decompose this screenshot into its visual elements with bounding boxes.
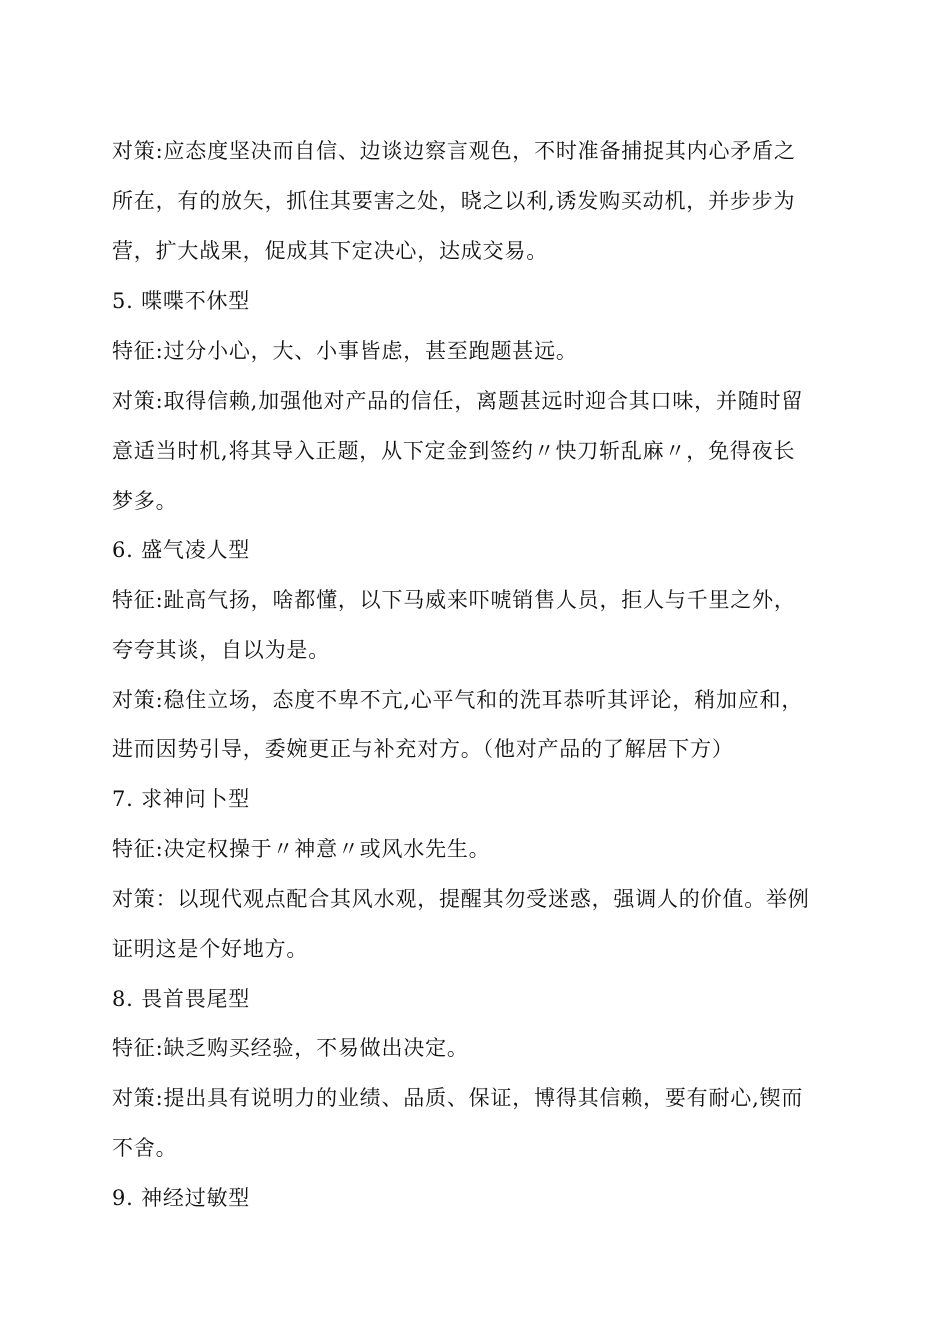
text-line: 进而因势引导，委婉更正与补充对方。（他对产品的了解居下方） [112,737,734,761]
text-line: 对策:提出具有说明力的业绩、品质、保证，博得其信赖，要有耐心,锲而 [112,1086,804,1110]
text-line: 所在，有的放矢，抓住其要害之处，晓之以利,诱发购买动机，并步步为 [112,189,796,213]
text-line: 对策:取得信赖,加强他对产品的信任，离题甚远时迎合其口味，并随时留 [112,389,804,413]
section-heading: 6. 盛气凌人型 [112,538,251,562]
text-line: 夸夸其谈，自以为是。 [112,638,330,662]
text-line: 对策：以现代观点配合其风水观，提醒其勿受迷惑，强调人的价值。举例 [112,887,810,911]
text-line: 营，扩大战果，促成其下定决心，达成交易。 [112,239,548,263]
text-line: 特征:过分小心，大、小事皆虑，甚至跑题甚远。 [112,339,578,363]
text-line: 对策:应态度坚决而自信、边谈边察言观色，不时准备捕捉其内心矛盾之 [112,139,796,163]
text-line: 证明这是个好地方。 [112,937,309,961]
text-line: 不舍。 [112,1136,178,1160]
section-heading: 8. 畏首畏尾型 [112,987,251,1011]
text-line: 特征:缺乏购买经验，不易做出决定。 [112,1036,469,1060]
text-line: 意适当时机,将其导入正题，从下定金到签约〃快刀斩乱麻〃，免得夜长 [112,439,796,463]
text-line: 对策:稳住立场，态度不卑不亢,心平气和的洗耳恭听其评论，稍加应和， [112,688,804,712]
section-heading: 5. 喋喋不休型 [112,289,251,313]
text-line: 梦多。 [112,489,178,513]
text-line: 特征:决定权操于〃神意〃或风水先生。 [112,837,491,861]
section-heading: 7. 求神问卜型 [112,787,251,811]
text-line: 特征:趾高气扬，啥都懂，以下马威来吓唬销售人员，拒人与千里之外， [112,588,796,612]
section-heading: 9. 神经过敏型 [112,1186,251,1210]
